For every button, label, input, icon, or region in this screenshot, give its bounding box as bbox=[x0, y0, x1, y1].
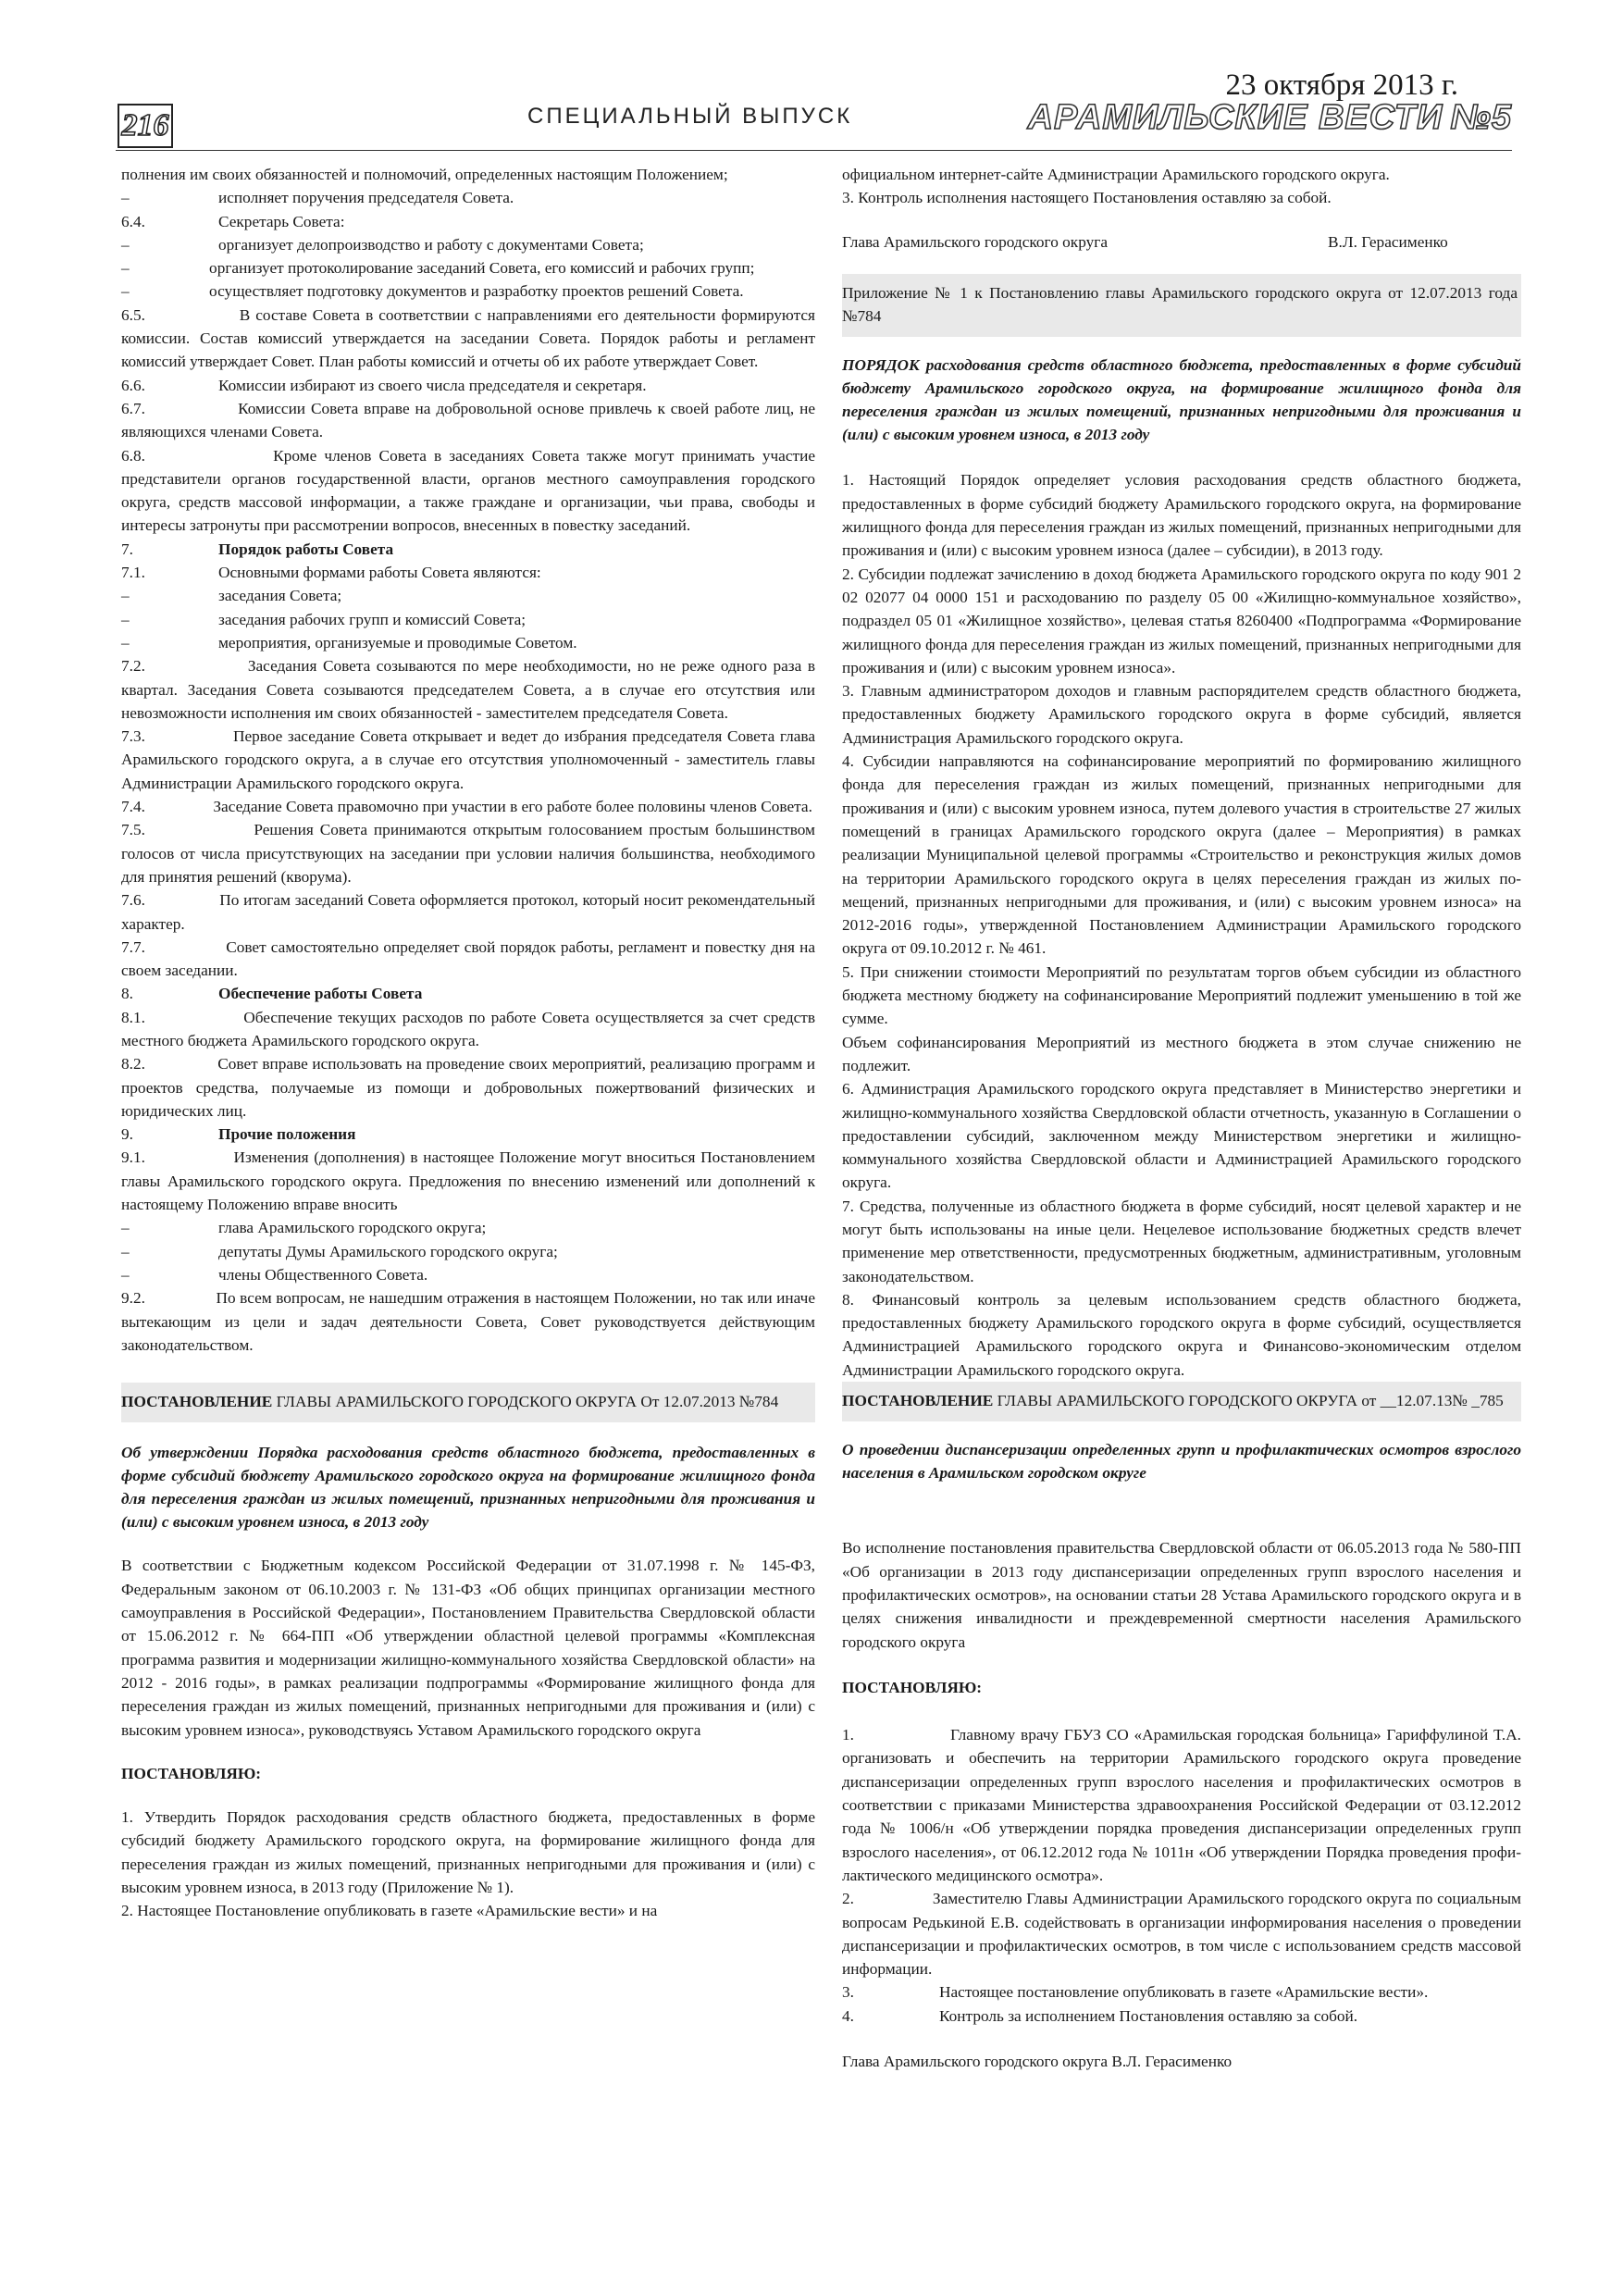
decree-784-item-3: 3. Контроль исполнения настоящего Постановления оставляю за собой. bbox=[842, 189, 1332, 207]
dash-item: – депутаты Думы Арамильского городского округа; bbox=[121, 1242, 558, 1260]
clause-6-4: 6.4. Секретарь Совета: bbox=[121, 212, 345, 230]
order-item-3: 3. Главным администратором доходов и главным распорядителем средств областного бюджета, предоставленных бюджету Арамильского городского округа в форме субсидий, является Администрация Арамильского городского округа. bbox=[842, 682, 1521, 747]
order-item-5: 5. При снижении стоимости Мероприятий по результатам торгов объем субсидии из областного бюджета местному бюджету на софинансирование Мероприятий подлежит уменьшению в той же сумме. bbox=[842, 962, 1521, 1028]
order-item-1: 1. Настоящий Порядок определяет условия расходования средств областного бюджета, предоставленных в форме субсидий бюджету Арамильского городского округа, на формирование жилищного фонда для переселения граждан из жилых помещений, признанных непригодными для проживания и (или) с высоким уровнем износа (далее – субсидии), в 2013 году. bbox=[842, 471, 1521, 560]
decree-784-resolve: ПОСТАНОВЛЯЮ: bbox=[121, 1764, 262, 1782]
decree-785-item-3: 3. Настоящее постановление опубликовать в газете «Арамильские вести». bbox=[842, 1983, 1429, 2002]
clause-6-8: 6.8. Кроме членов Совета в заседаниях Совета также могут принимать участие представители органов государственной власти, органов местного самоуправления городского округа, средств массовой информации, а также граждане и организации, чьи права, свободы и интересы затронуты при рассмотрении вопросов, внесенных в повестку заседаний. bbox=[121, 446, 815, 535]
order-item-8: 8. Финансовый контроль за целевым использованием средств областного бюджета, предоставленных бюджету Арамильского городского округа в форме субсидий, осуществляется Администрацией Арамильского городского округа и Финансово-экономическим отделом Администрации Арамильского городского округа. bbox=[842, 1290, 1521, 1379]
decree-785-title: О проведении диспансеризации определенных групп и профилактических осмотров взрослого населения в Арамильском городском округе bbox=[842, 1441, 1521, 1483]
decree-785-item-1: 1. Главному врачу ГБУЗ СО «Арамильская городская больница» Гариффулиной Т.А. организовать и обеспечить на территории Арамильского городского округа проведение диспансеризации определенных групп взрослого населения и профилактических осмотров в соответствии с приказами Министерства здравоохранения Российской Федерации от 03.12.2012 года № 1006/н «Об утверждении порядка проведения диспансеризации определенных групп взрослого населения», от 06.12.2012 года № 1011н «Об утверждении Порядка проведения профилактического медицинского осмотра». bbox=[842, 1726, 1522, 1884]
order-item-6: 6. Администрация Арамильского городского округа представляет в Министерство энергетики и жилищно-коммунального хозяйства Свердловской области отчетность, указанную в Соглашении о предоставлении субсидий, заключенном между Министерством энергетики и жилищно-коммунального хозяйства Свердловской области и Администрацией Арамильского городского округа. bbox=[842, 1080, 1521, 1192]
signature-784: Глава Арамильского городского округа В.Л. Герасименко bbox=[842, 232, 1448, 251]
clause-7-5: 7.5. Решения Совета принимаются открытым голосованием простым большинством голосов от числа присутствующих на заседании при условии наличия большинства, необходимого для принятия решений (кворума). bbox=[121, 821, 815, 886]
masthead-title: АРАМИЛЬСКИЕ ВЕСТИ bbox=[1027, 98, 1443, 137]
dash-item: – заседания Совета; bbox=[121, 587, 342, 605]
clause-7-3: 7.3. Первое заседание Совета открывает и ведет до избрания председателя Совета глава Арамильского городского округа, а в случае его отсутствия уполномоченный - заместитель главы Администрации Арамильского городского округа. bbox=[121, 727, 815, 792]
decree-784-item-2-cont: официальном интернет-сайте Администрации Арамильского городского округа. bbox=[842, 166, 1390, 183]
decree-785-preamble: Во исполнение постановления правительства Свердловской области от 06.05.2013 года № 580-ПП «Об организации в 2013 году диспансеризации определенных групп взрослого населения и профилактических осмотров», на основании статьи 28 Устава Арамильского городского округа и в целях снижения инвалидности и преждевременной смертности населения Арамильского городского округа bbox=[842, 1539, 1521, 1651]
section-8-heading: 8. Обеспечение работы Совета bbox=[121, 985, 423, 1003]
header-rule bbox=[116, 150, 1512, 151]
decree-785-heading: ПОСТАНОВЛЕНИЕ ГЛАВЫ АРАМИЛЬСКОГО ГОРОДСКОГО ОКРУГА от __12.07.13№ _785 bbox=[842, 1382, 1521, 1421]
decree-784-title: Об утверждении Порядка расходования средств областного бюджета, предоставленных в форме субсидий бюджету Арамильского городского округа на формирование жилищного фонда для переселения граждан из жилых помещений, признанных непригодными для проживания и (или) с высоким уровнем износа, в 2013 году bbox=[121, 1444, 815, 1532]
paragraph: полнения им своих обязанностей и полномочий, определенных настоящим Положением; bbox=[121, 166, 728, 183]
section-7-heading: 7. Порядок работы Совета bbox=[121, 540, 394, 558]
order-item-7: 7. Средства, полученные из областного бюджета в форме субсидий, носят целевой характер и не могут быть использованы на иные цели. Нецелевое использование бюджетных средств влечет применение мер ответственности, предусмотренных бюджетным, административным, уголовным законодательством. bbox=[842, 1197, 1521, 1285]
decree-784-item-2: 2. Настоящее Постановление опубликовать в газете «Арамильские вести» и на bbox=[121, 1902, 658, 1920]
dash-item: – организует протоколирование заседаний Совета, его комиссий и рабочих групп; bbox=[121, 259, 755, 278]
decree-785-item-2: 2. Заместителю Главы Администрации Арамильского городского округа по социальным вопросам Редькиной Е.В. содействовать в организации информирования населения о проведении диспансеризации и профилактических осмотров, в том числе с использованием средств массовой информации. bbox=[842, 1890, 1521, 1979]
right-column bbox=[842, 163, 1521, 2073]
decree-784-preamble: В соответствии с Бюджетным кодексом Российской Федерации от 31.07.1998 г. № 145-ФЗ, Федеральным законом от 06.10.2003 г. № 131-ФЗ «Об общих принципах организации местного самоуправления в Российской Федерации», Постановлением Правительства Свердловской области от 15.06.2012 г. № 664-ПП «Об утверждении областной целевой программы «Комплексная программа развития и модернизации жилищно-коммунального хозяйства Свердловской области» на 2012 - 2016 годы», в рамках реализации подпрограммы «Формирование жилищного фонда для переселения граждан из жилых помещений, признанных непригодными для проживания и (или) с высоким уровнем износа», руководствуясь Уставом Арамильского городского округа bbox=[121, 1557, 815, 1739]
clause-6-6: 6.6. Комиссии избирают из своего числа председателя и секретаря. bbox=[121, 376, 647, 394]
left-column bbox=[121, 163, 815, 1923]
dash-item: – глава Арамильского городского округа; bbox=[121, 1219, 487, 1237]
clause-7-7: 7.7. Совет самостоятельно определяет свой порядок работы, регламент и повестку дня на своем заседании. bbox=[121, 937, 815, 980]
decree-784-item-1: 1. Утвердить Порядок расходования средств областного бюджета, предоставленных в форме субсидий бюджету Арамильского городского округа, на формирование жилищного фонда для переселения граждан из жилых помещений, признанных непригодными для проживания и (или) с высоким уровнем износа, в 2013 году (Приложение № 1). bbox=[121, 1808, 815, 1896]
clause-9-2: 9.2. По всем вопросам, не нашедшим отражения в настоящем Положении, но так или иначе вытекающим из цели и задач деятельности Совета, Совет руководствуется действующим законодательством. bbox=[121, 1289, 815, 1354]
dash-item: – члены Общественного Совета. bbox=[121, 1265, 428, 1284]
dash-item: – мероприятия, организуемые и проводимые Советом. bbox=[121, 633, 577, 652]
decree-785-resolve: ПОСТАНОВЛЯЮ: bbox=[842, 1678, 983, 1696]
dash-item: – исполняет поручения председателя Совета. bbox=[121, 189, 514, 207]
clause-7-6: 7.6. По итогам заседаний Совета оформляется протокол, который носит рекомендательный характер. bbox=[121, 891, 815, 933]
order-item-5b: Объем софинансирования Мероприятий из местного бюджета в этом случае снижению не подлежит. bbox=[842, 1033, 1521, 1074]
clause-6-7: 6.7. Комиссии Совета вправе на добровольной основе привлечь к своей работе лиц, не являющихся членами Совета. bbox=[121, 399, 815, 441]
clause-8-2: 8.2. Совет вправе использовать на проведение своих мероприятий, реализацию программ и проектов средства, получаемые из помощи и добровольных пожертвований физических и юридических лиц. bbox=[121, 1055, 815, 1120]
appendix-heading: Приложение № 1 к Постановлению главы Арамильского городского округа от 12.07.2013 года №784 bbox=[842, 274, 1521, 338]
clause-8-1: 8.1. Обеспечение текущих расходов по работе Совета осуществляется за счет средств местного бюджета Арамильского городского округа. bbox=[121, 1008, 815, 1049]
dash-item: – заседания рабочих групп и комиссий Совета; bbox=[121, 610, 527, 628]
clause-9-1: 9.1. Изменения (дополнения) в настоящее Положение могут вноситься Постановлением главы Арамильского городского округа. Предложения по внесению изменений или дополнений к настоящему Положению вправе вносить bbox=[121, 1148, 815, 1214]
order-item-4: 4. Субсидии направляются на софинансирование мероприятий по формированию жилищного фонда для переселения граждан из жилых помещений, признанных непригодными для проживания и (или) с высоким уровнем износа, путем долевого участия в строительстве 27 жилых помещений в границах Арамильского городского округа (далее – Мероприятия) в рамках реализации Муниципальной целевой программы «Строительство и реконструкция жилых домов на территории Арамильского городского округа в целях переселения граждан из жилых помещений, признанных непригодными для проживания, и (или) с высоким уровнем износа» на 2012-2016 годы», утвержденной Постановлением Администрации Арамильского городского округа от 09.10.2012 г. № 461. bbox=[842, 752, 1521, 958]
order-title: ПОРЯДОК расходования средств областного бюджета, предоставленных в форме субсидий бюджету Арамильского городского округа, на формирование жилищного фонда для переселения граждан из жилых помещений, признанных непригодными для проживания и (или) с высоким уровнем износа, в 2013 году bbox=[842, 356, 1521, 444]
clause-7-1: 7.1. Основными формами работы Совета являются: bbox=[121, 564, 541, 582]
newspaper-masthead bbox=[1028, 98, 1512, 138]
clause-6-5: 6.5. В составе Совета в соответствии с направлениями его деятельности формируются комиссии. Состав комиссий утверждается на заседании Совета. Порядок работы и регламент комиссий утверждает Совет. План работы комиссий и отчеты об их работе утверждает Совет. bbox=[121, 305, 815, 371]
decree-785-item-4: 4. Контроль за исполнением Постановления оставляю за собой. bbox=[842, 2006, 1358, 2025]
order-item-2: 2. Субсидии подлежат зачислению в доход бюджета Арамильского городского округа по коду 901 2 02 02077 04 0000 151 и расходованию по разделу 05 00 «Жилищно-коммунальное хозяйство», подраздел 05 01 «Жилищное хозяйство», целевая статья 8260400 «Подпрограмма «Формирование жилищного фонда для переселения граждан из жилых помещений, признанных непригодными для проживания и (или) с высоким уровнем износа». bbox=[842, 565, 1521, 676]
page-number: 216 bbox=[118, 104, 173, 148]
section-9-heading: 9. Прочие положения bbox=[121, 1125, 356, 1144]
dash-item: – осуществляет подготовку документов и разработку проектов решений Совета. bbox=[121, 282, 744, 301]
page-header bbox=[0, 0, 1623, 159]
decree-784-heading: ПОСТАНОВЛЕНИЕ ГЛАВЫ АРАМИЛЬСКОГО ГОРОДСКОГО ОКРУГА От 12.07.2013 №784 bbox=[121, 1383, 815, 1422]
signature-785: Глава Арамильского городского округа В.Л. Герасименко bbox=[842, 2053, 1233, 2070]
clause-7-4: 7.4. Заседание Совета правомочно при участии в его работе более половины членов Совета. bbox=[121, 798, 812, 816]
issue-number: №5 bbox=[1450, 98, 1512, 137]
dash-item: – организует делопроизводство и работу с документами Совета; bbox=[121, 235, 644, 254]
issue-date: 23 октября 2013 г. bbox=[1225, 68, 1458, 102]
clause-7-2: 7.2. Заседания Совета созываются по мере необходимости, но не реже одного раза в квартал. Заседания Совета созываются председателем Совета, а в случае его отсутствия или невозможности исполнения им своих обязанностей - заместителем председателя Совета. bbox=[121, 657, 815, 722]
section-title: СПЕЦИАЛЬНЫЙ ВЫПУСК bbox=[527, 104, 853, 129]
